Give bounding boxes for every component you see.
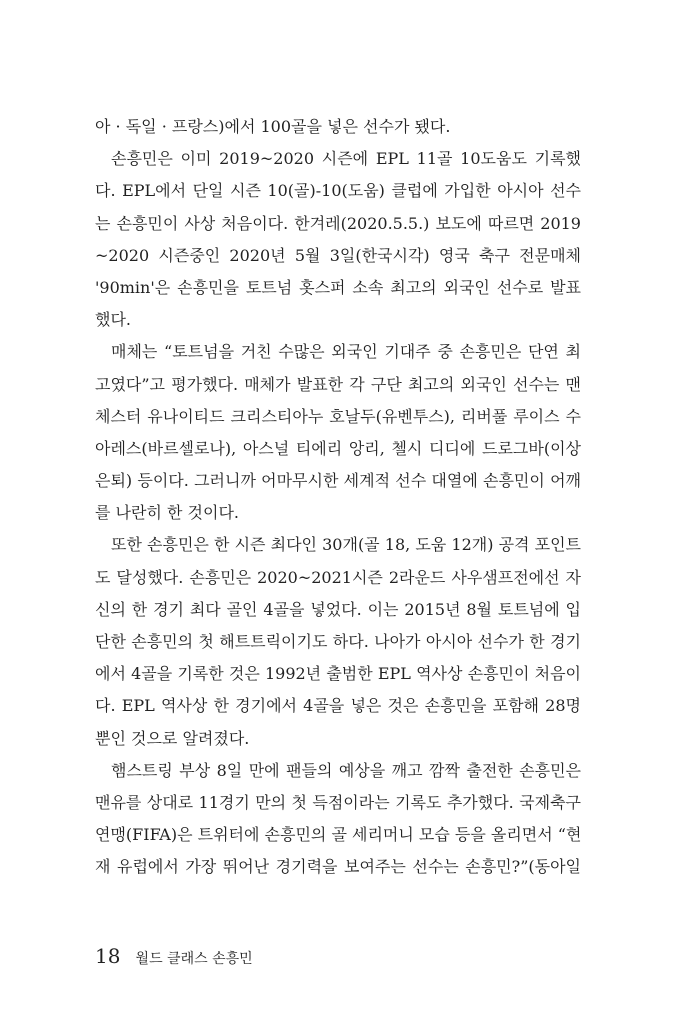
book-title: 월드 클래스 손흥민 — [135, 951, 253, 967]
text-line: 아레스(바르셀로나), 아스널 티에리 앙리, 첼시 디디에 드로그바(이상 — [95, 438, 581, 458]
text-line: 또한 손흥민은 한 시즌 최다인 30개(골 18, 도움 12개) 공격 포인트 — [111, 535, 581, 555]
text-line: 맨유를 상대로 11경기 만의 첫 득점이라는 기록도 추가했다. 국제축구 — [95, 792, 581, 812]
text-line: 다. EPL 역사상 한 경기에서 4골을 넣은 것은 손흥민을 포함해 28명 — [95, 696, 581, 716]
text-line: 다. EPL에서 단일 시즌 10(골)-10(도움) 클럽에 가입한 아시아 선수 — [95, 181, 581, 201]
text-line: 햄스트링 부상 8일 만에 팬들의 예상을 깨고 깜짝 출전한 손흥민은 — [111, 760, 581, 780]
text-line: 고였다”고 평가했다. 매체가 발표한 각 구단 최고의 외국인 선수는 맨 — [95, 374, 581, 394]
text-line: 재 유럽에서 가장 뛰어난 경기력을 보여주는 선수는 손흥민?”(동아일 — [95, 857, 581, 877]
text-line: 단한 손흥민의 첫 해트트릭이기도 하다. 나아가 아시아 선수가 한 경기 — [95, 632, 581, 651]
body-text — [95, 111, 581, 884]
page-footer — [95, 944, 253, 968]
text-line: 손흥민은 이미 2019~2020 시즌에 EPL 11골 10도움도 기록했 — [111, 149, 581, 169]
text-line: 뿐인 것으로 알려졌다. — [95, 728, 250, 748]
text-line: 연맹(FIFA)은 트위터에 손흥민의 골 세리머니 모습 등을 올리면서 “현 — [95, 825, 581, 845]
text-line: 는 손흥민이 사상 처음이다. 한겨레(2020.5.5.) 보도에 따르면 2019 — [95, 213, 581, 233]
text-line: 아 · 독일 · 프랑스)에서 100골을 넣은 선수가 됐다. — [95, 117, 451, 136]
text-line: 체스터 유나이티드 크리스티아누 호날두(유벤투스), 리버풀 루이스 수 — [95, 406, 581, 426]
text-line: ~2020 시즌중인 2020년 5월 3일(한국시각) 영국 축구 전문매체 — [95, 245, 581, 265]
text-line: 를 나란히 한 것이다. — [95, 503, 239, 523]
page-number: 18 — [95, 944, 121, 968]
text-line: 에서 4골을 기록한 것은 1992년 출범한 EPL 역사상 손흥민이 처음이 — [95, 664, 581, 684]
text-line: 매체는 “토트넘을 거친 수많은 외국인 기대주 중 손흥민은 단연 최 — [111, 342, 581, 362]
text-line: 도 달성했다. 손흥민은 2020~2021시즌 2라운드 사우샘프전에선 자 — [95, 567, 581, 587]
text-line: 신의 한 경기 최다 골인 4골을 넣었다. 이는 2015년 8월 토트넘에 입 — [95, 599, 581, 619]
text-line: 은퇴) 등이다. 그러니까 어마무시한 세계적 선수 대열에 손흥민이 어깨 — [95, 471, 581, 491]
text-line: '90min'은 손흥민을 토트넘 홋스퍼 소속 최고의 외국인 선수로 발표 — [95, 277, 581, 297]
text-line: 했다. — [95, 310, 131, 330]
